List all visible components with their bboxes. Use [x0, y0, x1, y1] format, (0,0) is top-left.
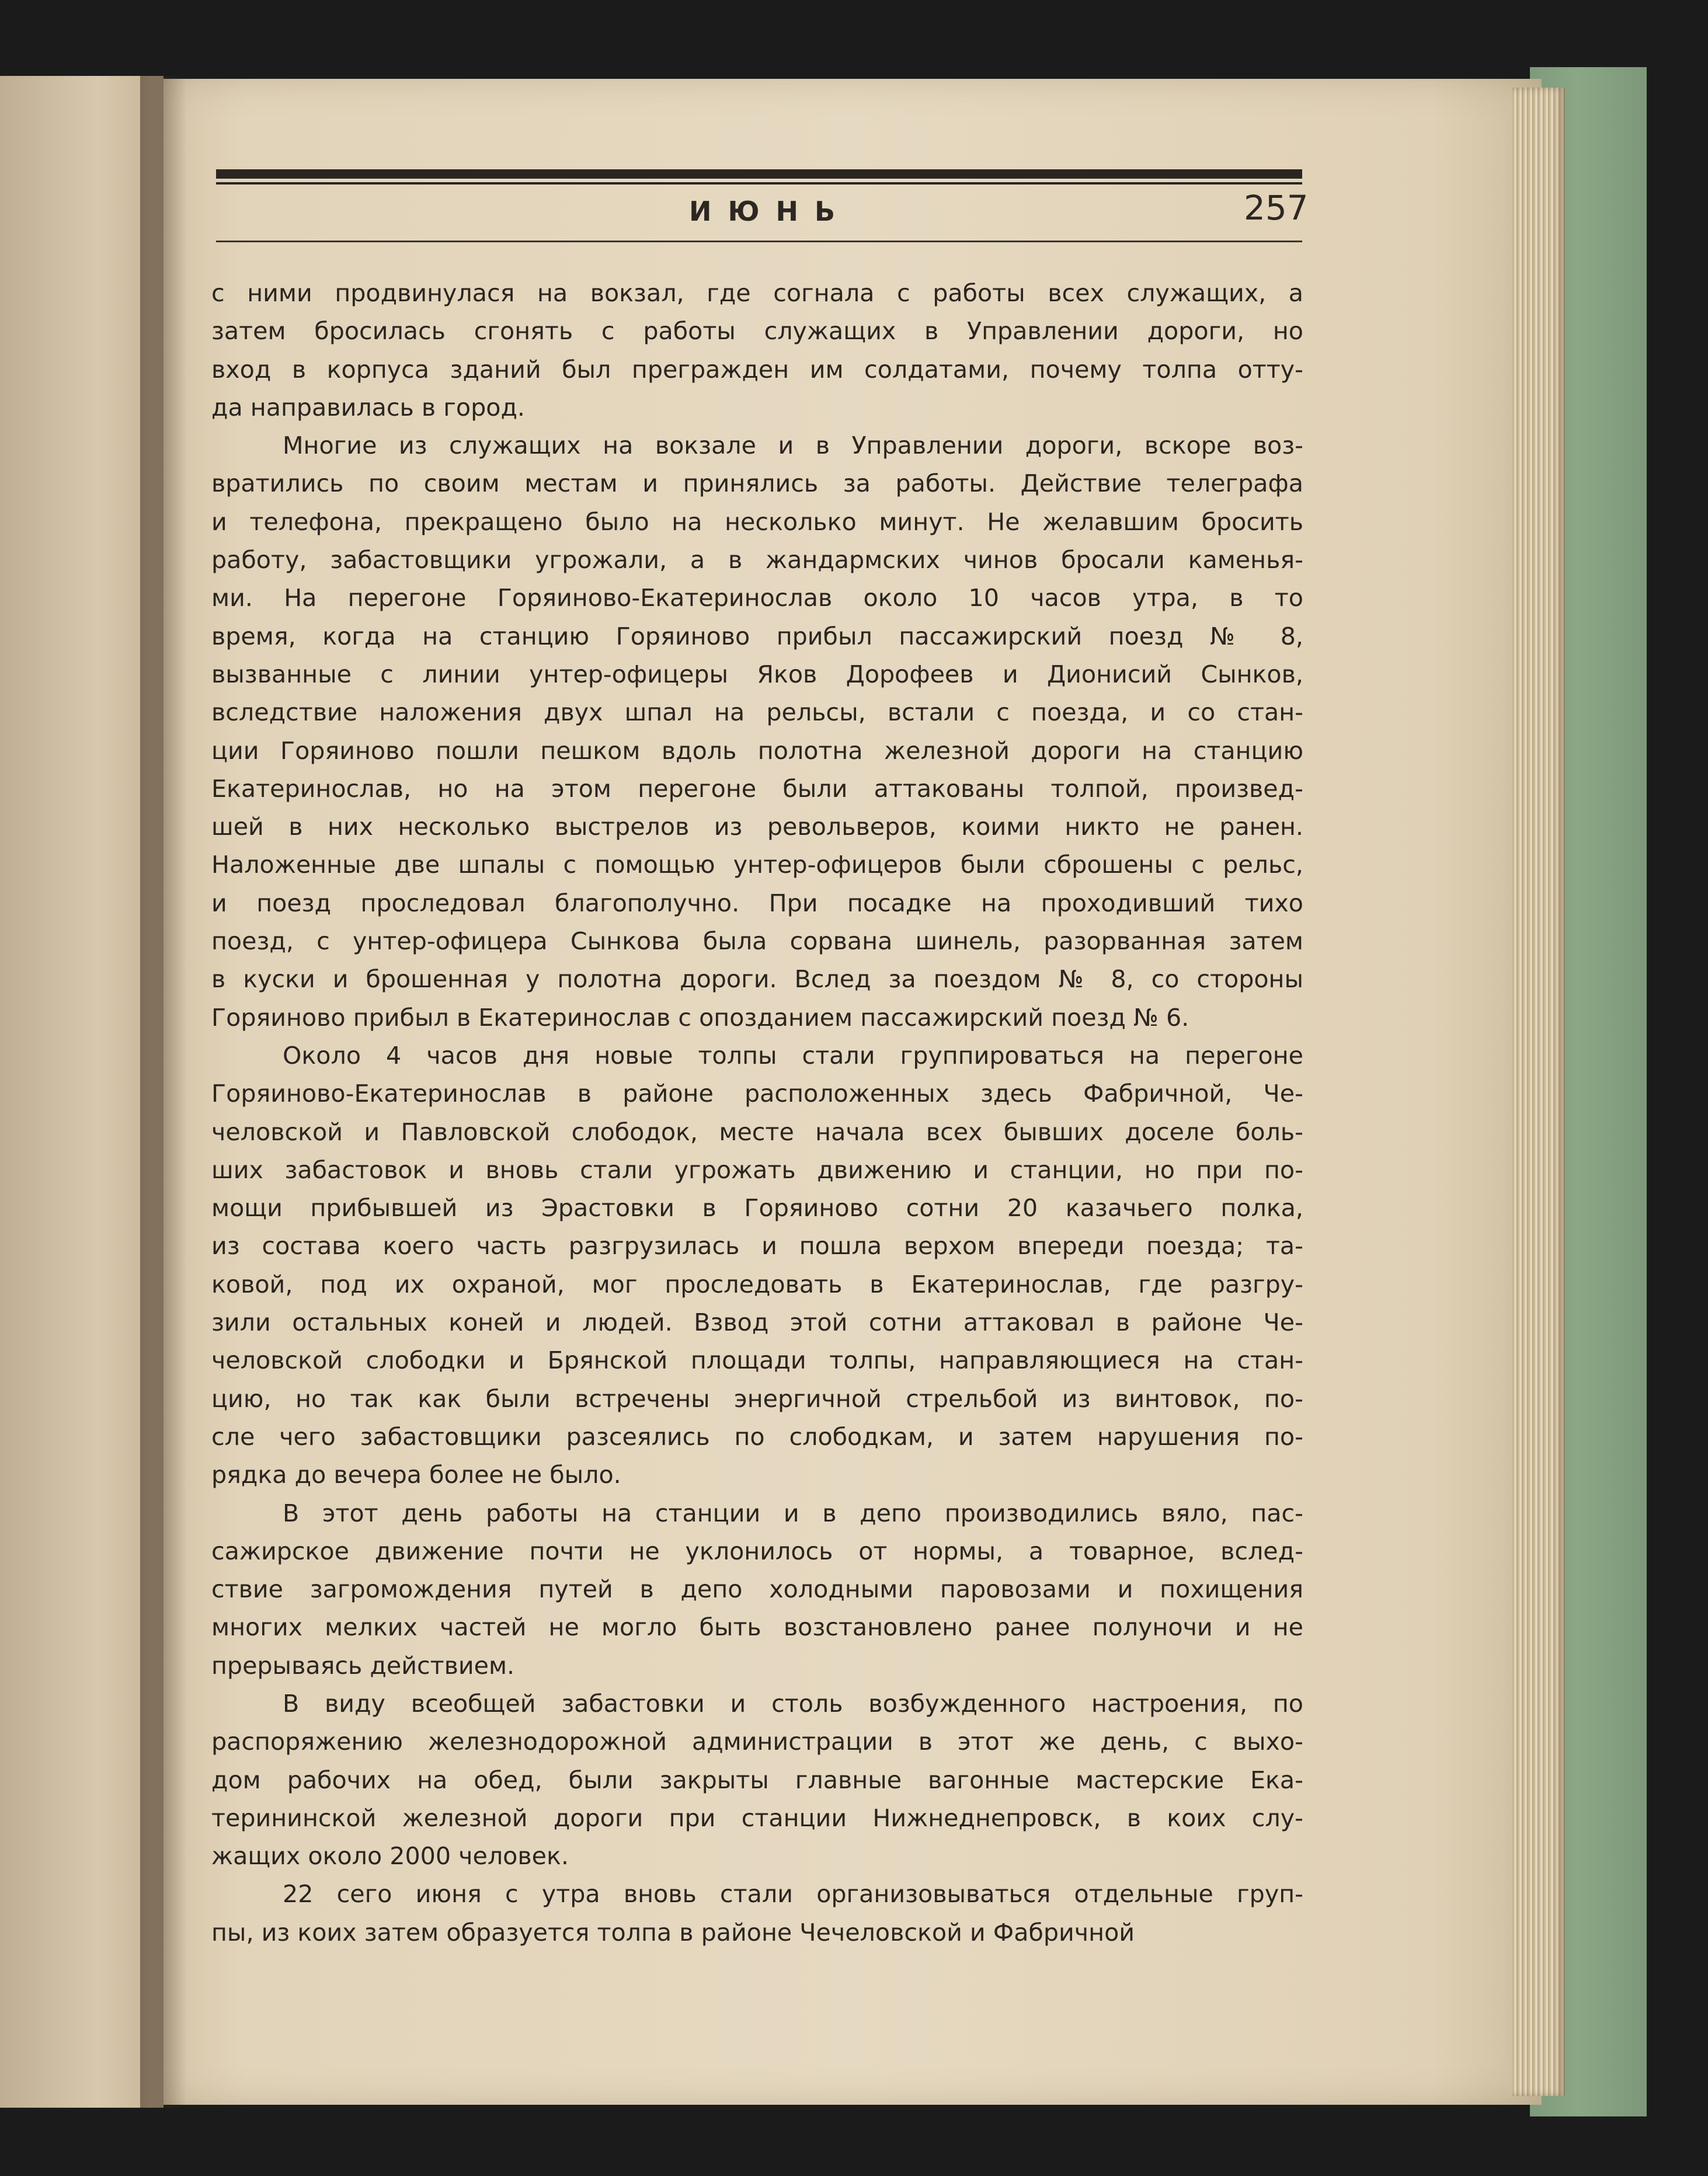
text-line: в куски и брошенная у полотна дороги. Вслед за поездом № 8, со стороны — [211, 965, 1303, 994]
text-line: ции Горяиново пошли пешком вдоль полотна железной дороги на станцию — [211, 736, 1303, 765]
text-line: Около 4 часов дня новые толпы стали группироваться на перегоне — [283, 1041, 1303, 1070]
text-line: ших забастовок и вновь стали угрожать движению и станции, но при по- — [211, 1155, 1303, 1184]
text-line: ковой, под их охраной, мог проследовать в Екатеринослав, где разгру- — [211, 1270, 1303, 1298]
text-line: пы, из коих затем образуется толпа в районе Чечеловской и Фабричной — [211, 1918, 1135, 1947]
text-line: и телефона, прекращено было на несколько минут. Не желавшим бросить — [211, 507, 1303, 536]
text-line: и поезд проследовал благополучно. При посадке на проходивший тихо — [211, 889, 1303, 917]
text-line: Многие из служащих на вокзале и в Управлении дороги, вскоре воз- — [283, 431, 1303, 460]
text-line: вход в корпуса зданий был прегражден им солдатами, почему толпа отту- — [211, 355, 1303, 384]
text-line: сажирское движение почти не уклонилось от нормы, а товарное, вслед- — [211, 1537, 1303, 1565]
text-line: 22 сего июня с утра вновь стали организовываться отдельные груп- — [283, 1880, 1303, 1909]
text-line: многих мелких частей не могло быть возстановлено ранее полуночи и не — [211, 1613, 1303, 1642]
text-line: В виду всеобщей забастовки и столь возбужденного настроения, по — [283, 1689, 1303, 1718]
text-line: В этот день работы на станции и в депо производились вяло, пас- — [283, 1499, 1303, 1527]
text-line: поезд, с унтер-офицера Сынкова была сорвана шинель, разорванная затем — [211, 927, 1303, 956]
text-line: ствие загромождения путей в депо холодными паровозами и похищения — [211, 1575, 1303, 1604]
text-line: Горяиново-Екатеринослав в районе расположенных здесь Фабричной, Че- — [211, 1080, 1303, 1108]
text-line: вызванные с линии унтер-офицеры Яков Дорофеев и Дионисий Сынков, — [211, 660, 1303, 688]
text-line: человской слободки и Брянской площади толпы, направляющиеся на стан- — [211, 1346, 1303, 1375]
text-line: рядка до вечера более не было. — [211, 1461, 621, 1489]
text-line: вследствие наложения двух шпал на рельсы, встали с поезда, и со стан- — [211, 698, 1303, 727]
gutter-shadow — [140, 76, 187, 2108]
text-line: работу, забастовщики угрожали, а в жандармских чинов бросали каменья- — [211, 546, 1303, 575]
running-head: ИЮНЬ — [689, 196, 852, 227]
text-line: зили остальных коней и людей. Взвод этой сотни аттаковал в районе Че- — [211, 1308, 1303, 1337]
text-line: ми. На перегоне Горяиново-Екатеринослав около 10 часов утра, в то — [211, 584, 1303, 612]
text-line: Екатеринослав, но на этом перегоне были аттакованы толпой, произвед- — [211, 774, 1303, 803]
text-line: шей в них несколько выстрелов из револьверов, коими никто не ранен. — [211, 813, 1303, 841]
text-line: Горяиново прибыл в Екатеринослав с опозданием пассажирский поезд № 6. — [211, 1003, 1189, 1032]
facing-page-edge — [0, 76, 164, 2108]
text-line: сле чего забастовщики разсеялись по слободкам, и затем нарушения по- — [211, 1422, 1303, 1451]
text-line: да направилась в город. — [211, 393, 526, 422]
header-rule-thick — [216, 169, 1302, 179]
text-line: с ними продвинулася на вокзал, где согнала с работы всех служащих, а — [211, 279, 1303, 307]
text-line: распоряжению железнодорожной администрации в этот же день, с выхо- — [211, 1728, 1303, 1756]
text-line: Наложенные две шпалы с помощью унтер-офицеров были сброшены с рельс, — [211, 851, 1303, 879]
text-line: дом рабочих на обед, были закрыты главные вагонные мастерские Ека- — [211, 1766, 1303, 1794]
text-line: время, когда на станцию Горяиново прибыл пассажирский поезд № 8, — [211, 622, 1303, 650]
header-rule-thin — [216, 182, 1302, 184]
page-number: 257 — [1244, 188, 1309, 228]
text-line: терининской железной дороги при станции Нижнеднепровск, в коих слу- — [211, 1804, 1303, 1832]
page-stack-edges — [1512, 88, 1565, 2096]
text-line: мощи прибывшей из Эрастовки в Горяиново сотни 20 казачьего полка, — [211, 1194, 1303, 1223]
text-line: из состава коего часть разгрузилась и пошла верхом впереди поезда; та- — [211, 1232, 1303, 1261]
text-line: прерываясь действием. — [211, 1651, 515, 1680]
text-line: человской и Павловской слободок, месте начала всех бывших доселе боль- — [211, 1117, 1303, 1146]
text-line: цию, но так как были встречены энергичной стрельбой из винтовок, по- — [211, 1384, 1303, 1413]
text-line: вратились по своим местам и принялись за работы. Действие телеграфа — [211, 469, 1303, 498]
text-line: затем бросилась сгонять с работы служащих в Управлении дороги, но — [211, 317, 1303, 346]
body-text — [211, 274, 1303, 1952]
text-line: жащих около 2000 человек. — [211, 1842, 569, 1871]
header-rule-bottom — [216, 241, 1302, 242]
